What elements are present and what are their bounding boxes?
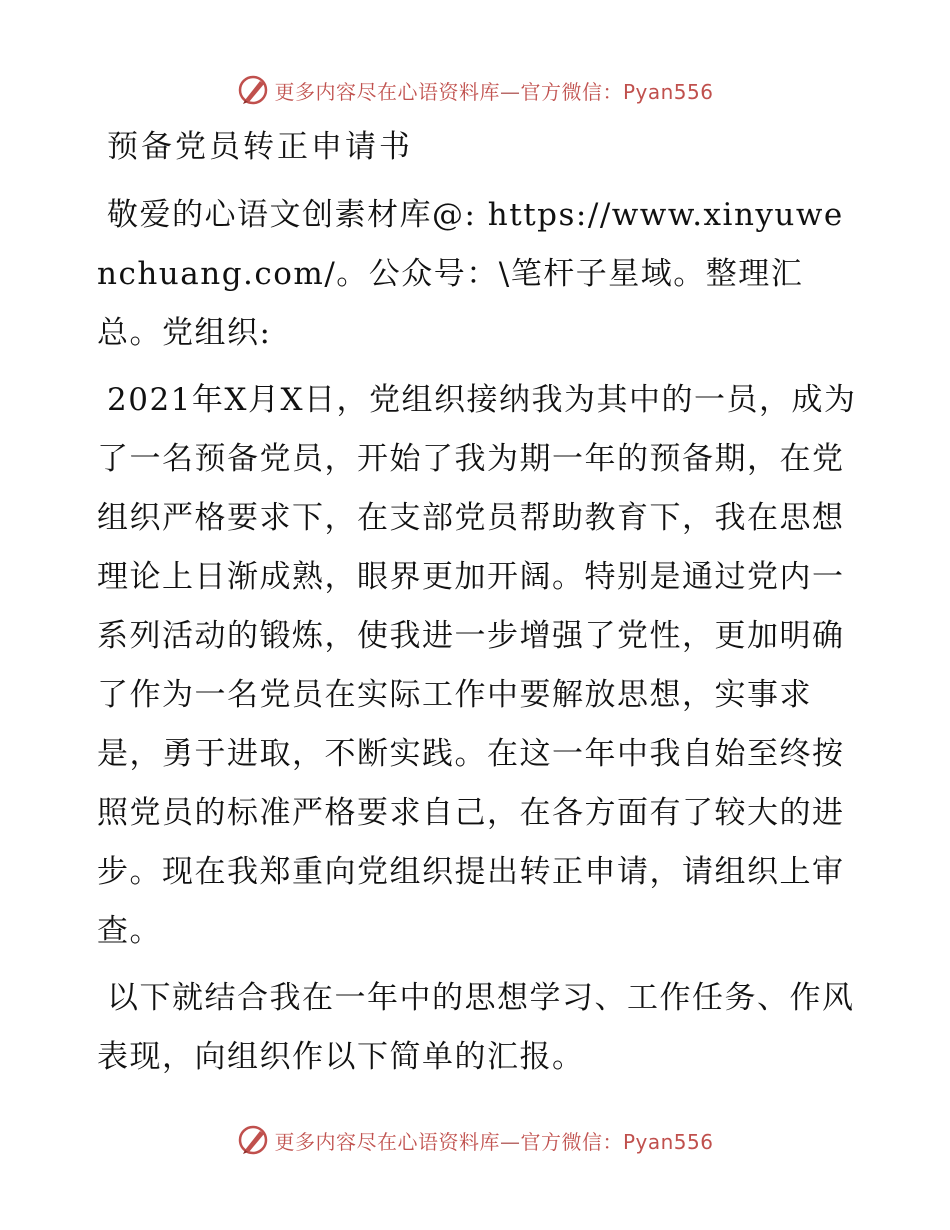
banner-text-main: 更多内容尽在心语资料库: [274, 79, 500, 104]
banner-text: [274, 1126, 713, 1155]
document-title: 预备党员转正申请书: [107, 129, 413, 165]
paragraph-body: 2021年X月X日，党组织接纳我为其中的一员，成为了一名预备党员，开始了我为期一年的预备期，在党组织严格要求下，在支部党员帮助教育下，我在思想理论上日渐成熟，眼界更加开阔。特别是通过党内一系列活动的锻炼，使我进一步增强了党性，更加明确了作为一名党员在实际工作中要解放思想，实事求是，勇于进取，不断实践。在这一年中我自始至终按照党员的标准严格要求自己，在各方面有了较大的进步。现在我郑重向党组织提出转正申请，请组织上审查。: [97, 382, 857, 949]
banner-text-tail: 官方微信：Pyan556: [520, 1129, 714, 1154]
banner-text-sep: —: [499, 79, 521, 104]
banner-text: [274, 76, 713, 105]
header-banner: [0, 70, 950, 110]
banner-text-sep: —: [499, 1129, 521, 1154]
document-body: [97, 118, 857, 1095]
pen-logo-icon: [236, 1123, 270, 1157]
banner-text-tail: 官方微信：Pyan556: [520, 79, 714, 104]
paragraph-salutation: 敬爱的心语文创素材库@: https://www.xinyuwenchuang.com/。公众号：\笔杆子星域。整理汇总。党组织:: [97, 197, 844, 351]
banner-text-main: 更多内容尽在心语资料库: [274, 1129, 500, 1154]
paragraph-summary: 以下就结合我在一年中的思想学习、工作任务、作风表现，向组织作以下简单的汇报。: [97, 980, 855, 1075]
pen-logo-icon: [236, 73, 270, 107]
footer-banner: [0, 1120, 950, 1160]
